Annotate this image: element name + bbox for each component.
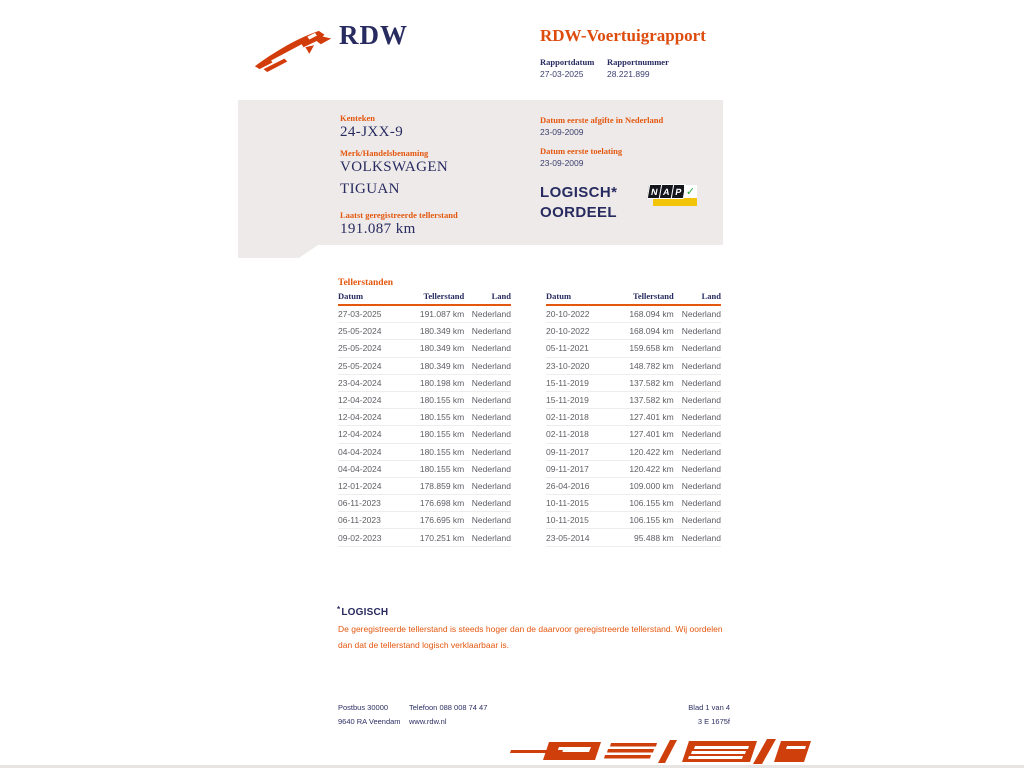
tellerstand-cell: 106.155 km [616, 512, 674, 529]
tellerstand-cell: 176.698 km [407, 495, 464, 512]
tellerstand-cell: 109.000 km [616, 477, 674, 494]
tellerstand-value: 191.087 km [340, 221, 416, 237]
logisch-footnote-heading [337, 605, 388, 618]
oordeel-line1: LOGISCH* [540, 184, 618, 201]
datum-cell: 04-04-2024 [338, 443, 407, 460]
land-cell: Nederland [674, 340, 721, 357]
tellerstand-row [546, 426, 721, 443]
tellerstand-cell: 180.349 km [407, 357, 464, 374]
datum-cell: 27-03-2025 [338, 305, 407, 323]
datum-cell: 02-11-2018 [546, 426, 616, 443]
datum-cell: 25-05-2024 [338, 323, 407, 340]
land-cell: Nederland [464, 409, 511, 426]
land-cell: Nederland [464, 391, 511, 408]
land-cell: Nederland [674, 357, 721, 374]
tellerstand-row [338, 477, 511, 494]
footnote-asterisk: * [337, 605, 341, 614]
footer-website: www.rdw.nl [409, 717, 447, 726]
tellerstand-row [338, 512, 511, 529]
land-cell: Nederland [464, 512, 511, 529]
datum-cell: 05-11-2021 [546, 340, 616, 357]
land-cell: Nederland [464, 495, 511, 512]
land-cell: Nederland [674, 495, 721, 512]
tellerstand-row [338, 529, 511, 546]
tellerstand-row [546, 340, 721, 357]
tellerstand-cell: 120.422 km [616, 460, 674, 477]
tellerstand-row [546, 374, 721, 391]
datum-cell: 02-11-2018 [546, 409, 616, 426]
tellerstand-cell: 180.349 km [407, 340, 464, 357]
tellerstand-row [338, 357, 511, 374]
tellerstand-cell: 191.087 km [407, 305, 464, 323]
datum-cell: 06-11-2023 [338, 495, 407, 512]
kenteken-label: Kenteken [340, 113, 375, 123]
land-cell: Nederland [464, 529, 511, 546]
tellerstand-cell: 180.155 km [407, 391, 464, 408]
rdw-speed-lines-art [505, 736, 817, 766]
tellerstand-cell: 180.349 km [407, 323, 464, 340]
column-header-tellerstand: Tellerstand [616, 291, 674, 305]
datum-cell: 04-04-2024 [338, 460, 407, 477]
datum-cell: 20-10-2022 [546, 305, 616, 323]
land-cell: Nederland [674, 409, 721, 426]
table-body-left [338, 305, 511, 546]
rapportdatum-label: Rapportdatum [540, 57, 595, 67]
afgifte-label: Datum eerste afgifte in Nederland [540, 115, 664, 125]
datum-cell: 12-04-2024 [338, 409, 407, 426]
tellerstand-row [546, 443, 721, 460]
datum-cell: 23-10-2020 [546, 357, 616, 374]
land-cell: Nederland [674, 426, 721, 443]
footer-page-info: Blad 1 van 4 [688, 703, 730, 712]
datum-cell: 15-11-2019 [546, 374, 616, 391]
tellerstand-cell: 180.155 km [407, 426, 464, 443]
table-body-right [546, 305, 721, 546]
tellerstand-row [338, 391, 511, 408]
footer-contact [409, 701, 487, 729]
tellerstand-row [338, 340, 511, 357]
datum-cell: 20-10-2022 [546, 323, 616, 340]
tellerstand-row [546, 323, 721, 340]
datum-cell: 23-04-2024 [338, 374, 407, 391]
datum-cell: 26-04-2016 [546, 477, 616, 494]
land-cell: Nederland [464, 323, 511, 340]
rdw-wordmark: RDW [339, 20, 408, 50]
land-cell: Nederland [464, 443, 511, 460]
column-header-land: Land [674, 291, 721, 305]
tellerstand-row [546, 477, 721, 494]
tellerstand-cell: 176.695 km [407, 512, 464, 529]
nap-logo [648, 184, 700, 210]
land-cell: Nederland [674, 443, 721, 460]
land-cell: Nederland [464, 374, 511, 391]
land-cell: Nederland [464, 460, 511, 477]
footer-doc-code: 3 E 1675f [697, 717, 730, 726]
toelating-value: 23-09-2009 [540, 158, 584, 168]
merk-label: Merk/Handelsbenaming [340, 148, 429, 158]
rdw-bird-logo [252, 26, 336, 74]
column-header-datum: Datum [546, 291, 616, 305]
column-header-land: Land [464, 291, 511, 305]
tellerstand-label: Laatst geregistreerde tellerstand [340, 210, 458, 220]
tellerstand-cell: 137.582 km [616, 374, 674, 391]
land-cell: Nederland [464, 477, 511, 494]
datum-cell: 25-05-2024 [338, 357, 407, 374]
datum-cell: 15-11-2019 [546, 391, 616, 408]
land-cell: Nederland [674, 305, 721, 323]
datum-cell: 12-04-2024 [338, 391, 407, 408]
datum-cell: 09-02-2023 [338, 529, 407, 546]
footer-phone: Telefoon 088 008 74 47 [409, 703, 488, 712]
tellerstand-row [546, 305, 721, 323]
tellerstanden-heading: Tellerstanden [338, 278, 394, 288]
tellerstand-cell: 180.198 km [407, 374, 464, 391]
nap-letter-n: N [647, 184, 663, 199]
tellerstand-cell: 170.251 km [407, 529, 464, 546]
land-cell: Nederland [674, 391, 721, 408]
tellerstand-row [338, 443, 511, 460]
footer-postbus: Postbus 30000 [338, 703, 389, 712]
column-header-datum: Datum [338, 291, 407, 305]
merk-value-line1: VOLKSWAGEN [340, 159, 449, 175]
footer-pagination [620, 701, 730, 729]
tellerstand-row [338, 426, 511, 443]
tellerstand-row [546, 357, 721, 374]
land-cell: Nederland [674, 323, 721, 340]
land-cell: Nederland [674, 460, 721, 477]
tellerstand-cell: 120.422 km [616, 443, 674, 460]
datum-cell: 06-11-2023 [338, 512, 407, 529]
tellerstand-row [546, 495, 721, 512]
land-cell: Nederland [674, 529, 721, 546]
toelating-label: Datum eerste toelating [540, 146, 623, 156]
logisch-footnote-body: De geregistreerde tellerstand is steeds hoger dan de daarvoor geregistreerde tellerstand. Wij oordelen dan dat de tellerstand logisch verklaarbaar is. [338, 624, 723, 650]
vehicle-summary-panel [238, 100, 723, 245]
oordeel-line2: OORDEEL [540, 204, 617, 221]
column-header-tellerstand: Tellerstand [407, 291, 464, 305]
tellerstand-row [546, 409, 721, 426]
tellerstand-row [338, 409, 511, 426]
tellerstand-cell: 159.658 km [616, 340, 674, 357]
table-header-row [546, 291, 721, 305]
nap-letter-a: A [659, 184, 675, 199]
tellerstand-cell: 180.155 km [407, 409, 464, 426]
footer-city: 9640 RA Veendam [338, 717, 401, 726]
tellerstand-cell: 95.488 km [616, 529, 674, 546]
tellerstand-cell: 137.582 km [616, 391, 674, 408]
tellerstand-row [546, 529, 721, 546]
nap-letter-p: P [671, 184, 687, 199]
report-title: RDW-Voertuigrapport [540, 26, 706, 45]
nap-check-icon: ✓ [685, 186, 696, 198]
merk-value-line2: TIGUAN [340, 181, 400, 197]
rapportnummer-label: Rapportnummer [607, 57, 669, 67]
rapportdatum-value: 27-03-2025 [540, 69, 584, 79]
datum-cell: 23-05-2014 [546, 529, 616, 546]
afgifte-value: 23-09-2009 [540, 127, 584, 137]
tellerstand-row [546, 460, 721, 477]
land-cell: Nederland [674, 374, 721, 391]
tellerstand-cell: 178.859 km [407, 477, 464, 494]
land-cell: Nederland [464, 305, 511, 323]
tellerstand-row [338, 323, 511, 340]
tellerstand-cell: 180.155 km [407, 460, 464, 477]
table-header-row [338, 291, 511, 305]
tellerstand-row [338, 495, 511, 512]
tellerstand-row [546, 512, 721, 529]
tellerstand-cell: 148.782 km [616, 357, 674, 374]
tellerstand-row [546, 391, 721, 408]
datum-cell: 25-05-2024 [338, 340, 407, 357]
tellerstand-cell: 127.401 km [616, 426, 674, 443]
tellerstand-row [338, 460, 511, 477]
land-cell: Nederland [464, 426, 511, 443]
land-cell: Nederland [464, 340, 511, 357]
land-cell: Nederland [674, 477, 721, 494]
tellerstand-cell: 168.094 km [616, 323, 674, 340]
tellerstand-row [338, 305, 511, 323]
tellerstanden-table-left [338, 291, 511, 547]
datum-cell: 10-11-2015 [546, 495, 616, 512]
tellerstanden-table-right [546, 291, 721, 547]
datum-cell: 12-01-2024 [338, 477, 407, 494]
land-cell: Nederland [674, 512, 721, 529]
kenteken-value: 24-JXX-9 [340, 124, 404, 140]
rapportnummer-value: 28.221.899 [607, 69, 650, 79]
tellerstand-cell: 180.155 km [407, 443, 464, 460]
tellerstand-cell: 168.094 km [616, 305, 674, 323]
datum-cell: 09-11-2017 [546, 443, 616, 460]
footnote-heading-text: LOGISCH [341, 607, 389, 618]
tellerstand-row [338, 374, 511, 391]
land-cell: Nederland [464, 357, 511, 374]
tellerstand-cell: 127.401 km [616, 409, 674, 426]
footer-address [338, 701, 401, 729]
datum-cell: 10-11-2015 [546, 512, 616, 529]
tellerstand-cell: 106.155 km [616, 495, 674, 512]
datum-cell: 09-11-2017 [546, 460, 616, 477]
datum-cell: 12-04-2024 [338, 426, 407, 443]
